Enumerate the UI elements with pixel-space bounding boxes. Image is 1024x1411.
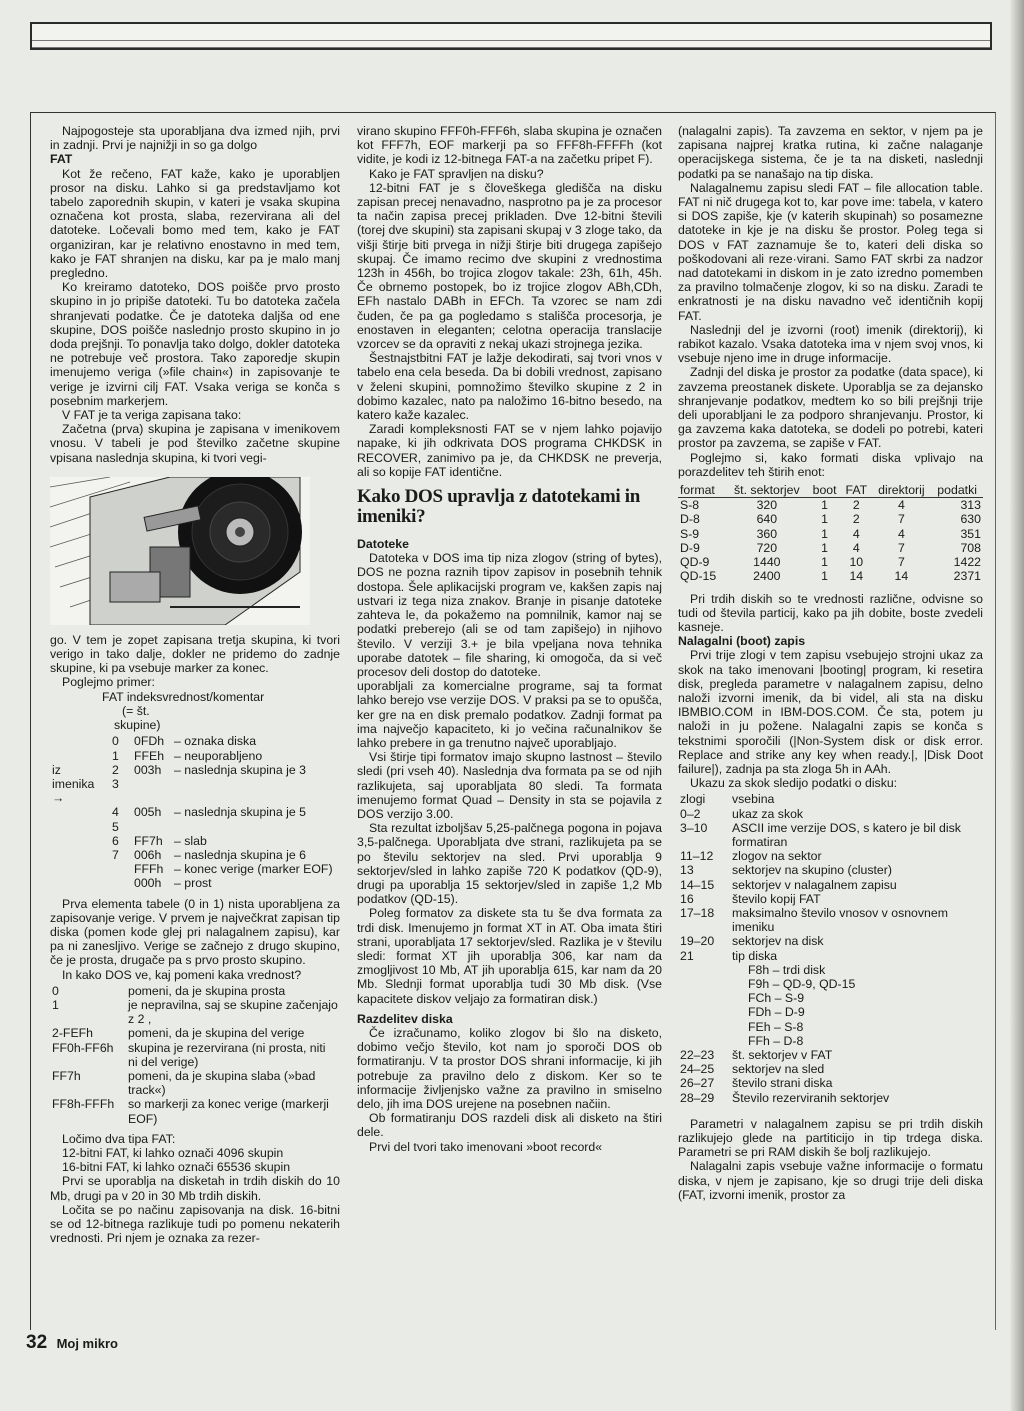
- table-row: 17–18 maksimalno število vnosov v osnovnem imeniku: [680, 905, 948, 935]
- paragraph: (nalagalni zapis). Ta zavzema en sektor, v njem pa je zapisana najprej kratka rutina, ki začne nalaganje operacijskega sistema, če je ta na disketi, naslednji podatki pa se nanašajo na tip diska.: [678, 124, 983, 181]
- paragraph: Ločimo dva tipa FAT:: [62, 1131, 176, 1146]
- table-row: D-8 640 1 2 7 630: [680, 512, 981, 527]
- paragraph: Sta rezultat izboljšav 5,25-palčnega pogona in pojava 3,5-palčnega. Uporabljata dve strani, razlikujeta pa se po številu sektorjev na sled. Prvi uporablja 9 sektorjev/sled in lahko zapiše 720 K podatkov (QD-9), drugi pa uporablja 15 sektorjev/sled in zapiše 1,2 Mb podatkov (QD-15).: [357, 821, 662, 907]
- fat-example-header-2: (= št.: [122, 703, 150, 718]
- paragraph: Ločita se po načinu zapisovanja na disk. 16-bitni se od 12-bitnega razlikuje tudi po pomenu nekaterih vrednosti. Pri njem je oznaka za rezer-: [50, 1202, 340, 1246]
- paragraph: Poglejmo primer:: [62, 675, 155, 690]
- table-row: 16 število kopij FAT: [680, 891, 821, 906]
- table-row: S-8 320 1 2 4 313: [680, 498, 981, 513]
- table-header-row: format št. sektorjev boot FAT direktorij podatki: [678, 483, 983, 498]
- table-row: QD-9 1440 1 10 7 1422: [680, 555, 981, 570]
- table-row: 1 je nepravilna, saj se skupine začenjajo z 2 ,: [52, 997, 338, 1027]
- format-table: [678, 483, 983, 583]
- table-row: S-9 360 1 4 4 351: [680, 526, 981, 541]
- table-row: FF8h-FFFh so markerji za konec verige (markerji EOF): [52, 1097, 329, 1126]
- page-footer: [26, 1332, 118, 1353]
- table-header-row: zlogi vsebina: [680, 792, 775, 807]
- paragraph: Kako je FAT spravljen na disku?: [369, 166, 544, 181]
- paragraph: In kako DOS ve, kaj pomeni kaka vrednost?: [62, 967, 302, 982]
- paragraph: Datoteka v DOS ima tip niza zlogov (string of bytes), DOS ne pozna raznih tipov zapisov in posebnih tehnik dostopa. Šele aplikacijski program ve, kakšen zapis naj ustvari iz tega niza znakov. Branje in pisanje datoteke zahteva le, da pokažemo na pomnilnik, kamor naj se podatki preberejo (ali se od tam zapišejo) in njihovo število. V verziji 3.+ je bila vpeljana nova tehnika uporabe datotek – file sharing, ki omogoča, da si več procesov deli dostop do datoteke.: [357, 551, 662, 679]
- paragraph: Nalagalni zapis vsebuje važne informacije o formatu diska, v njem je zapisano, kje so drugi trije deli diska (FAT, izvorni imenik, prostor za: [678, 1159, 983, 1202]
- subheading-razdelitev: Razdelitev diska: [357, 1011, 453, 1026]
- table-row: 2-FEFh pomeni, da je skupina del verige: [52, 1026, 305, 1041]
- paragraph: Kot že rečeno, FAT kaže, kako je uporabljen prosor na disku. Lahko si ga predstavljamo kot tabelo zaporednih skupin, v kateri je vsaka skupina označena kot prosta, slaba, rezervirana ali del datoteke. Ločevali bomo med tem, kako je FAT organiziran, kar je relativno enostavno in med tem, kako je FAT shranjen na disku, kar pa je malo manj pregledno.: [50, 166, 340, 281]
- table-row: FF0h-FF6h skupina je rezervirana (ni prosta, niti ni del verige): [52, 1040, 326, 1069]
- table-row: FCh – S-9: [748, 991, 805, 1006]
- fat-example-header: FAT indeksvrednost/komentar: [102, 689, 265, 704]
- page-number: 32: [26, 1332, 48, 1353]
- paragraph: Prva elementa tabele (0 in 1) nista uporabljena za zapisovanje verige. V prvem je največkrat zapisan tip diska (pomen kode glej pri nalagalnem zapisu), kar pa ni zanesljivo. Verige se začnejo z drugo skupino, če je prosta, drugače pa s prvo prosto skupino.: [50, 896, 340, 968]
- page-spine-shadow: [1010, 0, 1024, 1411]
- subheading-boot: Nalagalni (boot) zapis: [678, 634, 806, 649]
- paragraph: Zaradi kompleksnosti FAT se v njem lahko pojavijo napake, ki jih odkrivata DOS programa CHKDSK in RECOVER, zanimivo pa je, da CHKDSK ne preverja, ali so kopije FAT identične.: [357, 422, 662, 479]
- paragraph: Prvi se uporablja na disketah in trdih diskih do 10 Mb, drugi pa v 20 in 30 Mb trdih diskih.: [50, 1174, 340, 1203]
- paragraph: Poglejmo si, kako formati diska vplivajo na porazdelitev teh štirih enot:: [678, 450, 983, 479]
- table-row: F8h – trdi disk: [748, 962, 826, 977]
- fat-example-table: [50, 734, 335, 890]
- table-row: 3–10 ASCII ime verzije DOS, s katero je bil disk formatiran: [680, 820, 961, 849]
- table-row: 5: [112, 819, 119, 834]
- paragraph: Vsi štirje tipi formatov imajo skupno lastnost – število sledi (pri vseh 40). Naslednja dva formata pa se od njih razlikujeta, saj uporabljata 80 sledi. Ta formata imenujemo format Quad – Density in sta se pojavila z DOS verzijo 3.00.: [357, 750, 662, 821]
- paragraph: virano skupino FFF0h-FFF6h, slaba skupina je označen kot FFF7h, EOF markerji pa so FFF8h-FFFFh (kot vidite, je kodi iz 12-bitnega FAT-a na začetku pripet F).: [357, 124, 662, 167]
- table-row: 0 pomeni, da je skupina prosta: [52, 983, 286, 998]
- table-row: D-9 720 1 4 7 708: [680, 540, 981, 555]
- table-row: 0 0FDh – oznaka diska: [112, 734, 257, 749]
- magazine-name: Moj mikro: [56, 1336, 118, 1351]
- paragraph: Če izračunamo, koliko zlogov bi šlo na disketo, dobimo večjo število, kot nam jo sporoči DOS ob formatiranju. V ta prostor DOS shrani informacije, ki jih potrebuje za pravilno delo z diskom. Ker so te informacije življenjsko važne za pravilno in smiselno delo, jih ima DOS urejene na posebnen načiin.: [357, 1025, 662, 1111]
- hard-disk-photo: [50, 477, 310, 625]
- paragraph: Prvi del tvori tako imenovani »boot record«: [369, 1139, 603, 1154]
- paragraph: go. V tem je zopet zapisana tretja skupina, ki tvori verigo in tako dalje, dokler ne pridemo do zadnje skupine, ki pa vsebuje marker za konec.: [50, 632, 340, 676]
- table-row: F9h – QD-9, QD-15: [748, 976, 856, 991]
- table-row: iz 2 003h – naslednja skupina je 3: [52, 762, 306, 777]
- table-row: 21 tip diska: [680, 948, 778, 963]
- paragraph: uporabljali za komercialne programe, saj ta format lahko berejo vse verzije DOS. V praksi pa se to opušča, ker gre na en disk premalo podatkov. Zadnji format pa ima največjo kapaciteto, ki jo večina računalnikov še lahko prebere in ga trenutno največ uporabljajo.: [357, 679, 662, 750]
- table-row: FDh – D-9: [748, 1005, 805, 1020]
- paragraph: 12-bitni FAT je s človeškega gledišča na disku zapisan precej nenavadno, nasprotno pa je za procesor ta način zapisa precej prikladen. Dve 12-bitni števili (torej dve skupini) sta zapisani skupaj v 3 zloge tako, da višji štirje biti prvega in nižji štirje biti drugega zapišejo skupaj. Če imamo recimo dve skupini z vrednostima 123h in 456h, bo trojica zlogov takale: 23h, 61h, 45h. Če obrnemo postopek, bo iz trojice zlogov ABh,CDh, EFh nastalo DABh in EFCh. Ta vzorec se nam zdi čuden, če pa ga pogledamo s stališča procesorja, je enostaven in eleganten; celotna operacija translacije vzorcev se da opraviti z nekaj ukazi strojnega jezika.: [357, 180, 662, 352]
- column-2: [357, 124, 662, 1154]
- paragraph: Šestnajstbitni FAT je lažje dekodirati, saj tvori vnos v tabelo ena cela beseda. Da bi dobili vrednost, zapisano v želeni skupini, pomnožimo številko skupine z 2 in dobimo kazalec, nato pa naložimo 16-bitno besedo, na katero kaže kazalec.: [357, 351, 662, 423]
- table-row: 1 FFEh – neuporabljeno: [112, 748, 263, 763]
- table-row: FFFh – konec verige (marker EOF): [134, 862, 333, 877]
- table-row: 14–15 sektorjev v nalagalnem zapisu: [680, 877, 897, 892]
- table-row: FF7h pomeni, da je skupina slaba (»bad track«): [52, 1068, 316, 1098]
- paragraph: Ukazu za skok sledijo podatki o disku:: [690, 776, 898, 791]
- table-row: 22–23 št. sektorjev v FAT: [680, 1048, 833, 1062]
- hard-disk-illustration: [50, 477, 310, 625]
- table-row: imenika → 3: [52, 776, 119, 806]
- paragraph: Parametri v nalagalnem zapisu se pri trdih diskih razlikujejo glede na partiticijo in tip trdega diska. Parametri se pri RAM diskih še bolj razlikujejo.: [678, 1116, 983, 1160]
- section-title: Kako DOS upravlja z datotekami in imeniki?: [357, 486, 641, 528]
- table-row: 24–25 sektorjev na sled: [680, 1062, 825, 1077]
- column-3: [678, 124, 983, 1202]
- paragraph: Zadnji del diska je prostor za podatke (data space), ki zavzema preostanek diskete. Uporablja se za dejansko shranjevanje podatkov, medtem ko so bili prejšnji trije deli uporabljani le za podporo shranjevanju. Prostor, ki ga zavzema kaka datoteka, se dodeli po potrebi, kateri prostor pa zavzema, se zapiše v FAT.: [678, 365, 983, 451]
- paragraph: Nalagalnemu zapisu sledi FAT – file allocation table. FAT ni nič drugega kot to, kar pove ime: tabela, v katero si DOS zapiše, kje (v katerih skupinah) so posamezne datoteke in kje je na disku še prostor. Poleg tega si DOS v FAT zaznamuje še to, kateri deli diska so poškodovani ali reze·virani. Samo FAT skrbi za nadzor nad datotekami in diskom in je zato izredno pomemben za pravilno tolmačenje zlogov, ki so na disku. Zaradi te enkratnosti je na disku navadno več identičnih kopij FAT.: [678, 180, 983, 323]
- paragraph: Prvi trije zlogi v tem zapisu vsebujejo strojni ukaz za skok na tako imenovani |booting| program, ki resetira disk, pregleda parametre v nalagalnem zapisu, delno naloži izvorni imenik, da bi videl, ali sta na disku IBMBIO.COM in IBM-DOS.COM. Če sta, potem ju naloži in ju požene. Nalagalni zapis se konča s tekstnimi sporočili (|Non-System disk or disk error. Replace and strike any key when ready.|, |Disk Doot failure|), zadnja pa sta zloga 5h in AAh.: [678, 648, 983, 776]
- table-row: 7 006h – naslednja skupina je 6: [112, 847, 306, 862]
- paragraph: 12-bitni FAT, ki lahko označi 4096 skupin: [62, 1145, 284, 1160]
- paragraph: Pri trdih diskih so te vrednosti različne, odvisne so tudi od števila particij, kako pa jih dobite, boste zvedeli kasneje.: [678, 591, 983, 634]
- table-row: 19–20 sektorjev na disk: [680, 934, 824, 949]
- fat-example-header-3: skupine): [114, 718, 161, 733]
- table-row: 000h – prost: [134, 876, 212, 891]
- table-row: 6 FF7h – slab: [112, 833, 207, 848]
- table-row: 28–29 Število rezerviranih sektorjev: [680, 1090, 890, 1105]
- table-row: FEh – S-8: [748, 1019, 804, 1034]
- paragraph: Ko kreiramo datoteko, DOS poišče prvo prosto skupino in jo pripiše datoteki. Tu bo datoteka začela shranjevati podatke. Če je datoteka daljša od ene skupine, DOS poišče naslednjo prosto skupino in jo doda prejšnji. To ponavlja tako dolgo, dokler datoteka ne potrebuje več prostora. Tako zaporedje skupin imenujemo veriga (»file chain«) in zapisovanje te verige je izvirni cilj FAT. Vsaka veriga se konča s posebnim markerjem.: [50, 280, 340, 408]
- subheading-datoteke: Datoteke: [357, 537, 409, 552]
- paragraph: Poleg formatov za diskete sta tu še dva formata za trdi disk. Imenujemo jn format XT in AT. Oba imata štiri strani, uporabljata 17 sektorjev/sled. Razlika je v številu sledi: format XT jih uporablja 306, kar nam da zmogljivost 10 Mb, AT jih uporablja 615, kar nam da 20 Mb. Slednji format uporablja tudi 30 Mb disk. (Vse kapacitete diskov veljajo za formatiran disk.): [357, 906, 662, 1006]
- table-row: FFh – D-8: [748, 1033, 804, 1048]
- table-row: 4 005h – naslednja skupina je 5: [112, 805, 306, 820]
- header-frame: [30, 22, 992, 50]
- fat-values-table: [50, 984, 340, 1126]
- table-row: 11–12 zlogov na sektor: [680, 849, 822, 864]
- paragraph: 16-bitni FAT, ki lahko označi 65536 skupin: [62, 1160, 291, 1175]
- table-row: QD-15 2400 1 14 14 2371: [680, 569, 981, 584]
- paragraph: Ob formatiranju DOS razdeli disk ali disketo na štiri dele.: [357, 1111, 662, 1140]
- paragraph: Najpogosteje sta uporabljana dva izmed njih, prvi in zadnji. Prvi je najnižji in so ga dolgo: [50, 124, 340, 153]
- table-row: 26–27 število strani diska: [680, 1076, 833, 1091]
- paragraph: Začetna (prva) skupina je zapisana v imenikovem vnosu. V tabeli je pod številko začetne skupine vpisana naslednja skupina, ki tvori vegi-: [50, 422, 340, 465]
- paragraph: Naslednji del je izvorni (root) imenik (direktorij), ki rabikot kazalo. Vsaka datoteka ima v njem svoj vnos, ki vsebuje njeno ime in druge informacije.: [678, 322, 983, 366]
- table-row: 13 sektorjev na skupino (cluster): [680, 863, 892, 878]
- column-1: [50, 124, 340, 1245]
- boot-record-table: [678, 792, 983, 1104]
- paragraph: V FAT je ta veriga zapisana tako:: [62, 408, 242, 423]
- table-row: 0–2 ukaz za skok: [680, 806, 804, 821]
- heading-fat: FAT: [50, 152, 73, 167]
